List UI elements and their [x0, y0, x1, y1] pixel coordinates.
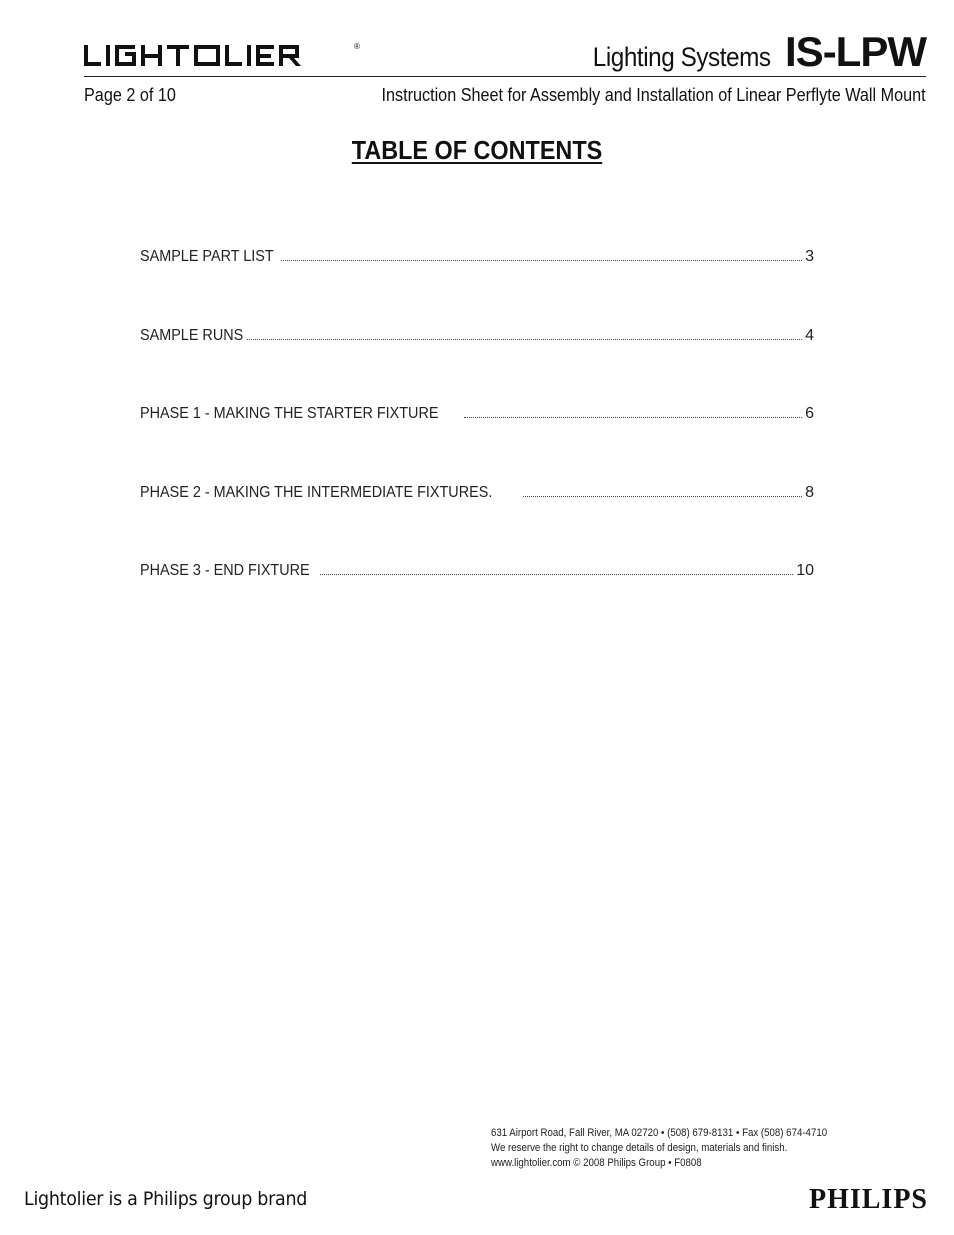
- toc-entry-page: 3: [805, 248, 814, 265]
- toc-entry-label: PHASE 2 - MAKING THE INTERMEDIATE FIXTURES.: [140, 483, 493, 501]
- philips-tagline: Lightolier is a Philips group brand: [24, 1188, 308, 1210]
- lightolier-logo: [84, 38, 364, 72]
- toc-heading: TABLE OF CONTENTS: [351, 135, 603, 165]
- toc-entry[interactable]: [140, 562, 814, 641]
- footer-contact: [491, 1126, 827, 1171]
- footer-disclaimer: We reserve the right to change details of design, materials and finish.: [491, 1142, 788, 1154]
- footer-web-copyright: www.lightolier.com © 2008 Philips Group • F0808: [491, 1157, 702, 1169]
- toc-leader-dots: [247, 338, 802, 340]
- lightolier-logo-mark: [84, 38, 364, 72]
- toc-leader-dots: [464, 416, 802, 418]
- toc-entry-label: SAMPLE RUNS: [140, 326, 244, 344]
- product-line: Lighting Systems: [593, 42, 772, 72]
- toc-leader-dots: [523, 495, 802, 497]
- header-divider: [84, 76, 926, 77]
- toc-entry-page: 6: [805, 405, 814, 422]
- toc-entry[interactable]: [140, 405, 814, 484]
- toc-list: [140, 248, 814, 641]
- toc-entry-page: 4: [805, 326, 814, 344]
- toc-entry[interactable]: [140, 248, 814, 327]
- registered-mark: ®: [354, 42, 360, 51]
- toc-entry-label: PHASE 3 - END FIXTURE: [140, 562, 310, 579]
- toc-leader-dots: [281, 259, 803, 261]
- toc-entry[interactable]: [140, 484, 814, 563]
- toc-entry-page: 8: [805, 483, 814, 501]
- header-title: [573, 28, 926, 76]
- toc-entry-page: 10: [796, 562, 814, 579]
- document-code: IS-LPW: [785, 28, 926, 75]
- footer-address-line: 631 Airport Road, Fall River, MA 02720 • (508) 679-8131 • Fax (508) 674-4710: [491, 1127, 828, 1139]
- philips-logo: PHILIPS: [808, 1184, 928, 1215]
- toc-entry-label: PHASE 1 - MAKING THE STARTER FIXTURE: [140, 405, 439, 422]
- page-number: Page 2 of 10: [84, 85, 176, 105]
- toc-leader-dots: [320, 573, 793, 575]
- document-subtitle: Instruction Sheet for Assembly and Installation of Linear Perflyte Wall Mount: [381, 85, 926, 105]
- toc-entry-label: SAMPLE PART LIST: [140, 248, 274, 265]
- toc-entry[interactable]: [140, 327, 814, 406]
